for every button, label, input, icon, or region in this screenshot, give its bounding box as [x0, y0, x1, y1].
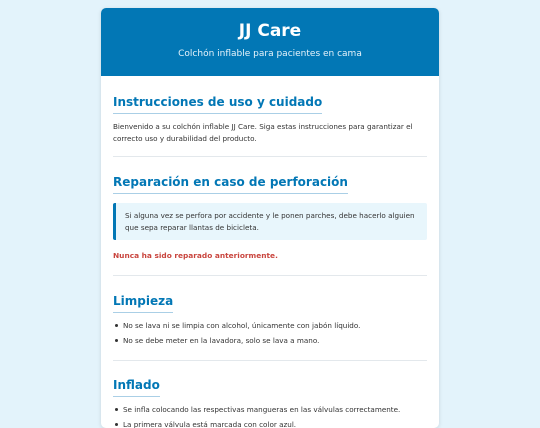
section-heading-repair: Reparación en caso de perforación — [113, 174, 348, 194]
inflating-list — [113, 404, 427, 428]
header-banner — [101, 8, 439, 76]
section-heading-instructions: Instrucciones de uso y cuidado — [113, 94, 322, 114]
repair-warning: Nunca ha sido reparado anteriormente. — [113, 251, 278, 260]
list-item: No se lava ni se limpia con alcohol, únicamente con jabón líquido. — [113, 320, 427, 331]
intro-text: Bienvenido a su colchón inflable JJ Care. Siga estas instrucciones para garantizar el correcto uso y durabilidad del producto. — [113, 122, 413, 143]
repair-note: Si alguna vez se perfora por accidente y le ponen parches, debe hacerlo alguien que sepa reparar llantas de bicicleta. — [113, 203, 427, 240]
cleaning-list — [113, 320, 427, 346]
page-title: JJ Care — [238, 21, 302, 41]
section-instructions — [113, 76, 427, 157]
section-cleaning — [113, 276, 427, 361]
list-item: Se infla colocando las respectivas mangueras en las válvulas correctamente. — [113, 404, 427, 415]
list-item: No se debe meter en la lavadora, solo se lava a mano. — [113, 335, 427, 346]
section-repair — [113, 157, 427, 276]
section-heading-cleaning: Limpieza — [113, 293, 173, 313]
section-inflating — [113, 361, 427, 428]
instructions-card — [101, 8, 439, 428]
content — [101, 76, 439, 428]
section-heading-inflating: Inflado — [113, 377, 160, 397]
list-item: La primera válvula está marcada con color azul. — [113, 419, 427, 428]
page-subtitle: Colchón inflable para pacientes en cama — [178, 49, 362, 59]
